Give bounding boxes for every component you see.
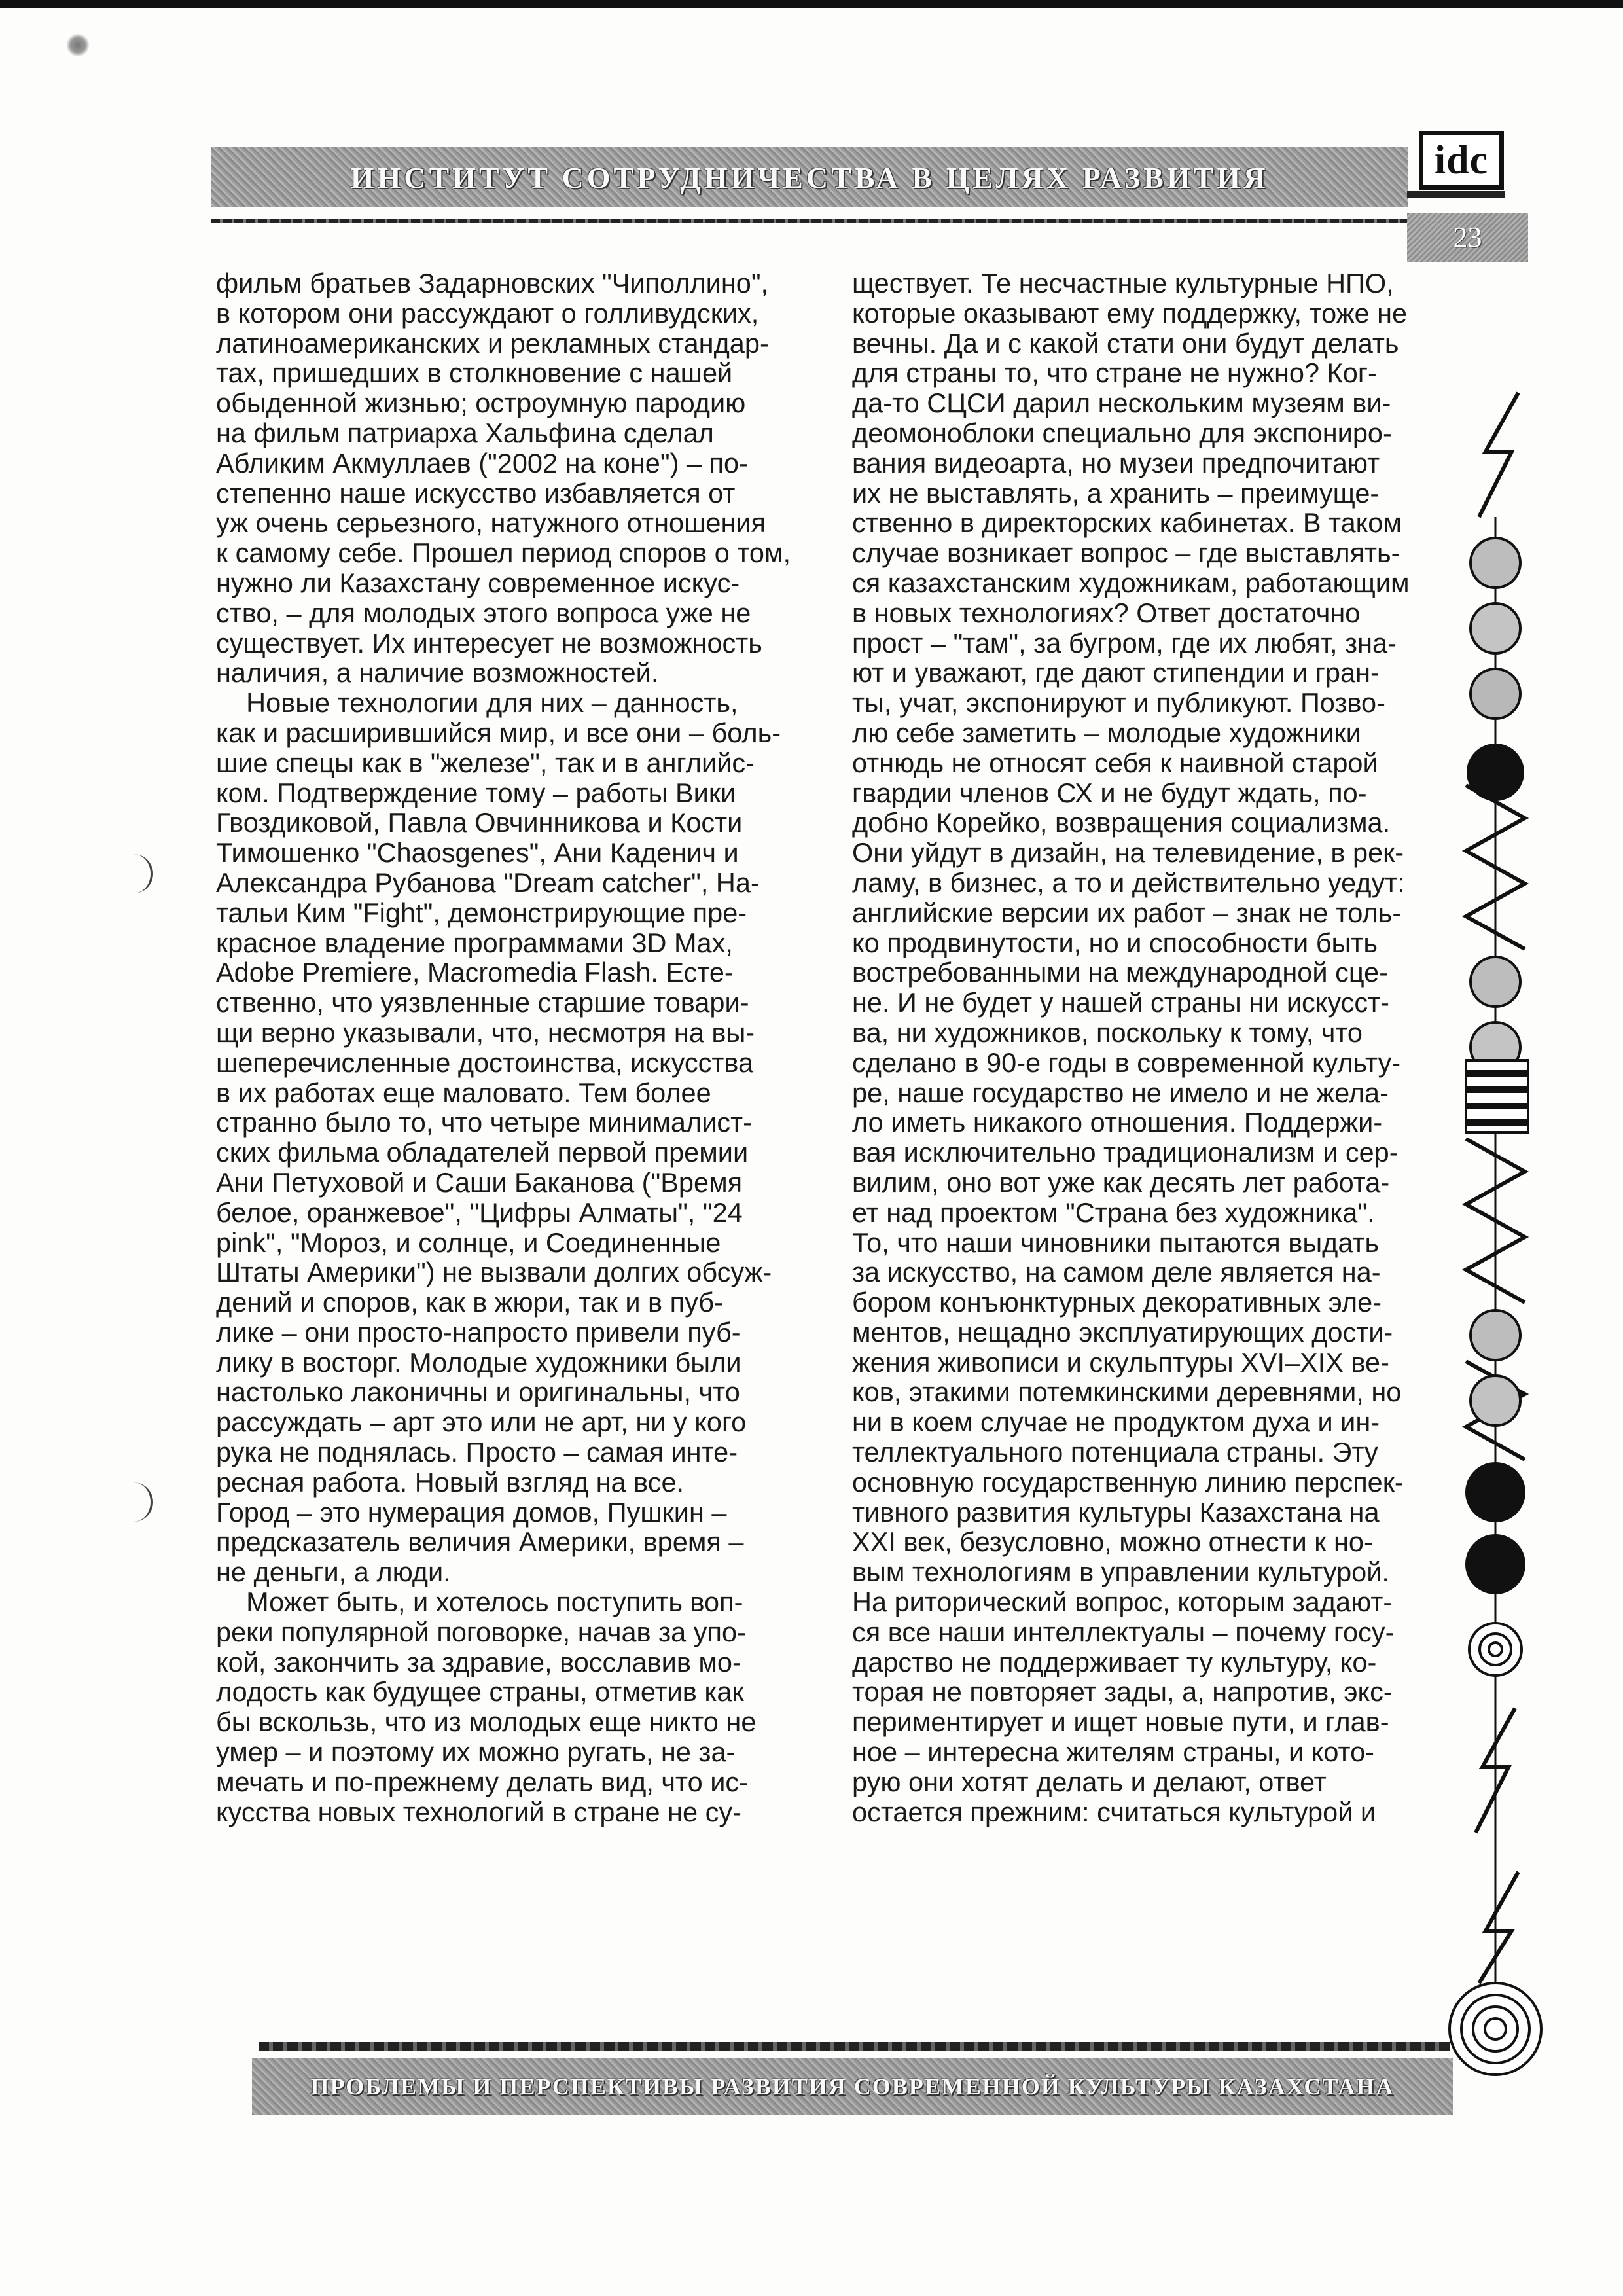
punch-hole-mark <box>98 1482 153 1522</box>
text-line: да-то СЦСИ дарил нескольким музеям ви- <box>852 387 1391 419</box>
text-line: Новые технологии для них – данность, <box>216 687 738 719</box>
text-line: ре, наше государство не имело и не жела- <box>852 1077 1389 1108</box>
text-line: основную государственную линию перспек- <box>852 1466 1404 1498</box>
text-line: Ани Петуховой и Саши Баканова ("Время <box>216 1166 743 1198</box>
grey-disc-icon <box>1471 957 1520 1007</box>
text-line: вым технологиям в управлении культурой. <box>852 1556 1389 1588</box>
text-line: лике – они просто-напросто привели пуб- <box>216 1316 741 1348</box>
left-text-column <box>216 268 791 1827</box>
page-number-box <box>1407 213 1528 262</box>
text-line: настолько лаконичны и оригинальны, что <box>216 1376 740 1408</box>
text-line: ментов, нещадно эксплуатирующих дости- <box>852 1316 1393 1348</box>
text-line: торая не повторяет зады, а, напротив, экс- <box>852 1676 1393 1708</box>
text-line: в новых технологиях? Ответ достаточно <box>852 597 1361 628</box>
text-line: Тимошенко "Chaosgenes", Ани Каденич и <box>216 837 739 869</box>
text-line: теллектуального потенциала страны. Эту <box>852 1437 1378 1468</box>
decorative-ornament-strip <box>1440 367 1558 2094</box>
text-line: ских фильма обладателей первой премии <box>216 1137 749 1168</box>
text-line: XXI век, безусловно, можно отнести к но- <box>852 1526 1373 1558</box>
text-line: добно Корейко, возвращения социализма. <box>852 807 1391 838</box>
text-line: ют и уважают, где дают стипендии и гран- <box>852 657 1380 689</box>
right-text-column <box>852 268 1410 1827</box>
striped-block-icon <box>1466 1060 1528 1132</box>
text-line: странно было то, что четыре минималист- <box>216 1107 752 1138</box>
text-line: ственно в директорских кабинетах. В таком <box>852 507 1402 539</box>
text-line: жения живописи и скульптуры XVI–XIX ве- <box>852 1346 1389 1378</box>
text-line: латиноамериканских и рекламных стандар- <box>216 327 769 359</box>
text-line: вилим, оно вот уже как десять лет работа- <box>852 1166 1390 1198</box>
text-line: щи верно указывали, что, несмотря на вы- <box>216 1016 755 1048</box>
text-line: ко продвинутости, но и способности быть <box>852 927 1378 958</box>
text-line: Они уйдут в дизайн, на телевидение, в рек- <box>852 837 1404 869</box>
text-line: не. И не будет у нашей страны ни искусст- <box>852 987 1389 1018</box>
text-line: остается прежним: считаться культурой и <box>852 1796 1376 1827</box>
text-line: ществует. Те несчастные культурные НПО, <box>852 268 1394 298</box>
spiral-disc-icon <box>1469 1623 1522 1676</box>
text-line: фильм братьев Задарновских "Чиполлино", <box>216 268 769 298</box>
text-line: Александра Рубанова "Dream catcher", На- <box>216 867 760 898</box>
text-line: вая исключительно традиционализм и сер- <box>852 1137 1399 1168</box>
text-line: рую они хотят делать и делают, ответ <box>852 1766 1327 1797</box>
idc-logo <box>1419 131 1504 190</box>
text-line: Adobe Premiere, Macromedia Flash. Есте- <box>216 957 734 988</box>
scan-top-edge <box>0 0 1623 8</box>
text-line: лодость как будущее страны, отметив как <box>216 1676 744 1708</box>
text-line: дарство не поддерживает ту культуру, ко- <box>852 1646 1377 1677</box>
black-disc-icon <box>1467 1535 1524 1593</box>
text-line: ков, этакими потемкинскими деревнями, но <box>852 1376 1402 1408</box>
text-line: ламу, в бизнес, а то и действительно уедут: <box>852 867 1405 898</box>
text-line: Может быть, и хотелось поступить воп- <box>216 1587 743 1618</box>
grey-disc-icon <box>1471 669 1520 719</box>
text-line: ся все наши интеллектуалы – почему госу- <box>852 1616 1395 1647</box>
text-line: востребованными на международной сце- <box>852 957 1389 988</box>
header-divider <box>211 219 1507 223</box>
grey-disc-icon <box>1471 603 1520 653</box>
text-line: к самому себе. Прошел период споров о том, <box>216 537 791 569</box>
text-line: для страны то, что стране не нужно? Ког- <box>852 357 1377 389</box>
text-line: вания видеоарта, но музеи предпочитают <box>852 447 1380 478</box>
footer-divider <box>259 2042 1450 2051</box>
text-line: наличия, а наличие возможностей. <box>216 657 659 689</box>
text-line: ком. Подтверждение тому – работы Вики <box>216 777 736 808</box>
black-disc-icon <box>1467 1463 1524 1521</box>
text-line: рука не поднялась. Просто – самая инте- <box>216 1437 738 1468</box>
footer-banner <box>252 2058 1453 2115</box>
logo-underbar <box>1407 191 1505 198</box>
grey-disc-icon <box>1471 1376 1520 1426</box>
text-line: ство, – для молодых этого вопроса уже не <box>216 597 751 628</box>
text-line: ресная работа. Новый взгляд на все. <box>216 1466 685 1498</box>
header-title: ИНСТИТУТ СОТРУДНИЧЕСТВА В ЦЕЛЯХ РАЗВИТИЯ <box>350 160 1269 194</box>
header-banner <box>211 147 1408 207</box>
text-line: Абликим Акмуллаев ("2002 на коне") – по- <box>216 447 748 478</box>
text-line: деомоноблоки специально для экспониро- <box>852 417 1392 448</box>
text-line: прост – "там", за бугром, где их любят, зна- <box>852 627 1397 658</box>
lightning-bolt-icon <box>1479 393 1518 517</box>
text-line: как и расширившийся мир, и все они – боль- <box>216 717 781 748</box>
spiral-disc-icon <box>1450 1983 1541 2075</box>
text-line: их не выставлять, а хранить – преимуще- <box>852 477 1380 509</box>
text-line: мечать и по-прежнему делать вид, что ис- <box>216 1766 748 1797</box>
text-line: бором конъюнктурных декоративных эле- <box>852 1287 1382 1318</box>
text-line: степенно наше искусство избавляется от <box>216 477 736 509</box>
text-line: существует. Их интересует не возможность <box>216 627 762 658</box>
text-line: ное – интересна жителям страны, и кото- <box>852 1736 1374 1768</box>
text-line: pink", "Мороз, и солнце, и Соединенные <box>216 1227 721 1258</box>
grey-disc-icon <box>1471 1310 1520 1360</box>
text-line: за искусство, на самом деле является на- <box>852 1257 1381 1288</box>
text-line: тивного развития культуры Казахстана на <box>852 1496 1380 1528</box>
text-line: дений и споров, как в жюри, так и в пуб- <box>216 1287 723 1318</box>
text-line: рассуждать – арт это или не арт, ни у кого <box>216 1407 747 1438</box>
text-line: английские версии их работ – знак не толь- <box>852 897 1402 928</box>
logo-text: idc <box>1434 137 1489 183</box>
text-line: лику в восторг. Молодые художники были <box>216 1346 741 1378</box>
text-line: ва, ни художников, поскольку к тому, что <box>852 1016 1363 1048</box>
text-line: бы вскользь, что из молодых еще никто не <box>216 1706 757 1738</box>
grey-disc-icon <box>1471 538 1520 588</box>
text-line: отнюдь не относят себя к наивной старой <box>852 747 1378 778</box>
text-line: тальи Ким "Fight", демонстрирующие пре- <box>216 897 747 928</box>
text-line: обыденной жизнью; остроумную пародию <box>216 387 746 419</box>
text-line: Гвоздиковой, Павла Овчинникова и Кости <box>216 807 743 838</box>
text-line: вечны. Да и с какой стати они будут делать <box>852 327 1399 359</box>
text-line: тах, пришедших в столкновение с нашей <box>216 357 733 389</box>
text-line: На риторический вопрос, которым задают- <box>852 1587 1393 1618</box>
text-line: белое, оранжевое", "Цифры Алматы", "24 <box>216 1196 743 1228</box>
black-disc-icon <box>1468 745 1523 800</box>
text-line: на фильм патриарха Хальфина сделал <box>216 417 714 448</box>
text-line: ся казахстанским художникам, работающим <box>852 567 1410 598</box>
text-line: в их работах еще маловато. Тем более <box>216 1077 711 1108</box>
text-line: лю себе заметить – молодые художники <box>852 717 1361 748</box>
lightning-bolt-icon <box>1479 1872 1518 1983</box>
text-line: в котором они рассуждают о голливудских, <box>216 297 759 329</box>
text-line: реки популярной поговорке, начав за упо- <box>216 1616 746 1647</box>
text-line: ло иметь никакого отношения. Поддержи- <box>852 1107 1383 1138</box>
text-line: уж очень серьезного, натужного отношения <box>216 507 766 539</box>
punch-hole-mark <box>98 854 153 893</box>
text-line: шеперечисленные достоинства, искусства <box>216 1047 754 1078</box>
text-line: красное владение программами 3D Max, <box>216 927 733 958</box>
text-line: кусства новых технологий в стране не су- <box>216 1796 741 1827</box>
text-line: предсказатель величия Америки, время – <box>216 1526 744 1558</box>
footer-title: ПРОБЛЕМЫ И ПЕРСПЕКТИВЫ РАЗВИТИЯ СОВРЕМЕННОЙ КУЛЬТУРЫ КАЗАХСТАНА <box>310 2073 1395 2100</box>
text-line: нужно ли Казахстану современное искус- <box>216 567 740 598</box>
text-line: гвардии членов СХ и не будут ждать, по- <box>852 777 1367 808</box>
text-line: ственно, что уязвленные старшие товари- <box>216 987 749 1018</box>
text-line: не деньги, а люди. <box>216 1556 451 1588</box>
text-line: ни в коем случае не продуктом духа и ин- <box>852 1407 1380 1438</box>
text-line: шие спецы как в "железе", так и в английс- <box>216 747 755 778</box>
text-line: Город – это нумерация домов, Пушкин – <box>216 1496 727 1528</box>
text-line: Штаты Америки") не вызвали долгих обсуж- <box>216 1257 772 1288</box>
text-line: периментирует и ищет новые пути, и глав- <box>852 1706 1389 1738</box>
page-number: 23 <box>1453 221 1482 253</box>
text-line: ет над проектом "Страна без художника". <box>852 1196 1375 1228</box>
text-line: случае возникает вопрос – где выставлять- <box>852 537 1400 569</box>
text-line: сделано в 90-е годы в современной культу- <box>852 1047 1401 1078</box>
text-line: умер – и поэтому их можно ругать, не за- <box>216 1736 736 1768</box>
text-line: То, что наши чиновники пытаются выдать <box>852 1227 1380 1258</box>
text-line: кой, закончить за здравие, восславив мо- <box>216 1646 741 1677</box>
text-line: которые оказывают ему поддержку, тоже не <box>852 297 1408 329</box>
scan-corner-mark <box>65 34 90 56</box>
text-line: ты, учат, экспонируют и публикуют. Позво- <box>852 687 1385 719</box>
